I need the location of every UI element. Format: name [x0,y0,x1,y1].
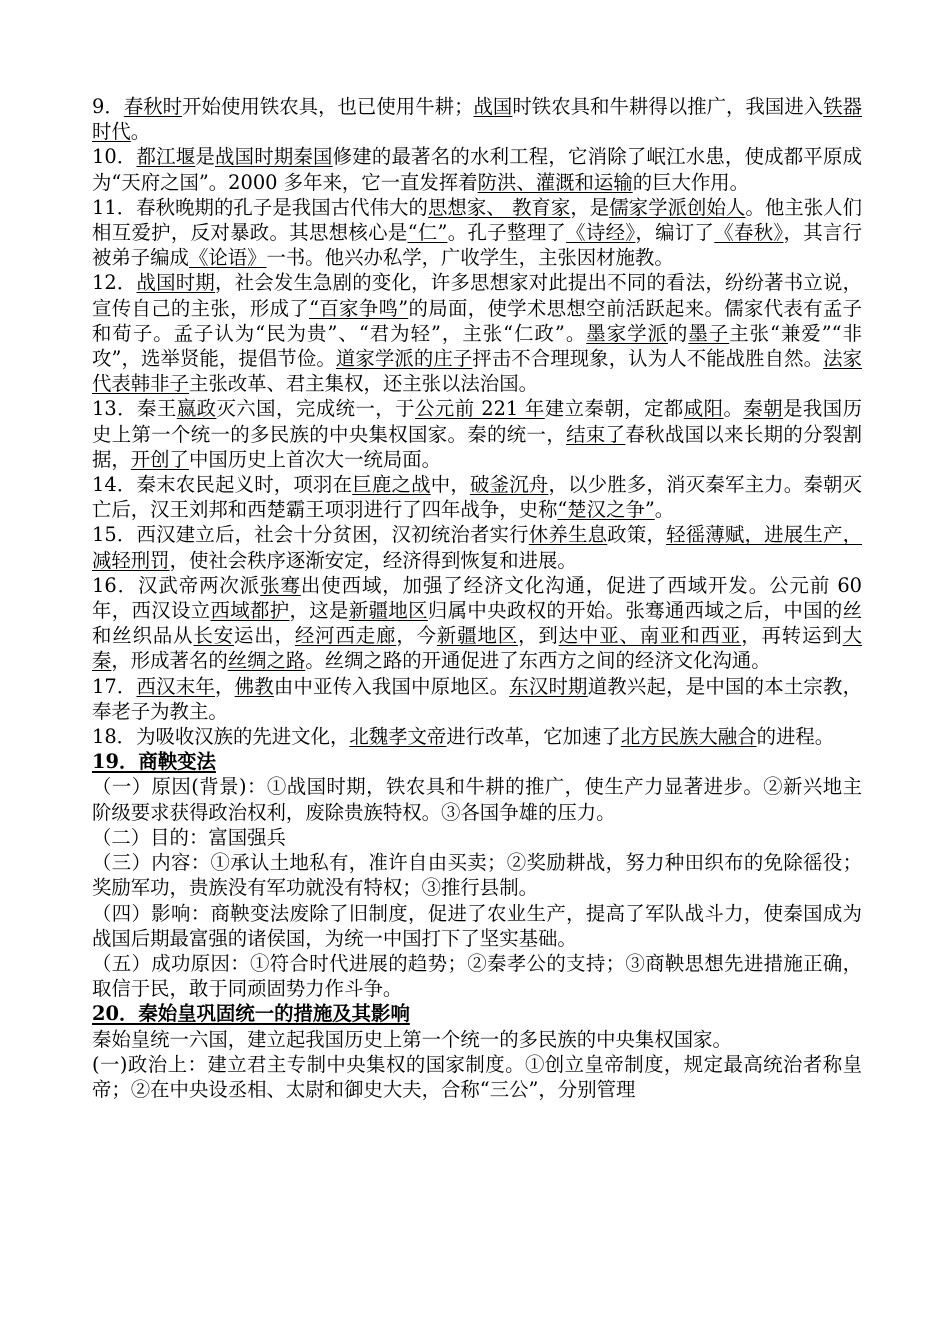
text-run: ，这是 [289,599,349,623]
text-run: 灭六国，完成统一，于 [216,397,416,421]
underlined-key-term: 道家学派的庄子 [335,347,473,371]
text-run: ，再转运到 [741,624,843,648]
underlined-key-term: 战国时期 [136,271,215,295]
text-run: ，形成著名的 [111,649,228,673]
text-run: 。他主张人们相互爱护，反对暴政。其思想核心是 [92,195,863,245]
paragraph [92,94,862,144]
text-run: （一）原因(背景)：①战国时期，铁农具和牛耕的推广，使生产力显著进步。②新兴地主阶级要求获得政治权利，废除贵族特权。③各国争雄的压力。 [92,775,862,824]
text-run: （五）成功原因：①符合时代进展的趋势；②秦孝公的支持；③商鞅思想先进措施正确，取信于民，敢于同顽固势力作斗争。 [92,951,862,1001]
underlined-key-term: 轻徭薄赋，进展生产，减轻刑罚 [92,523,863,572]
underlined-key-term: 丝绸之路 [227,649,306,673]
underlined-key-term: 墨子 [688,321,730,345]
text-run: 18．为吸收汉族的先进文化， [92,725,350,749]
text-run: 出使西域，加强了经济文化沟通，促进了西域开发。公元前 60 年，西汉设立 [92,573,862,623]
underlined-key-term: 《论语》 [188,246,267,270]
text-run: ，社会发生急剧的变化，许多思想家对此提出不同的看法，纷纷著书立说，宣传自己的主张，形成了 [92,271,863,320]
text-run: 开始使用铁农具，也已使用牛耕； [182,95,474,118]
paragraph [92,825,862,850]
text-run: 11．春秋晚期的孔子是我国古代伟大的 [92,195,428,219]
text-run: 10． [92,145,137,169]
underlined-key-term: 结束了 [566,422,626,446]
underlined-key-term: 《春秋》 [714,221,784,245]
text-run: 14．秦末农民起义时，项羽在 [92,473,353,497]
underlined-key-term: 北魏孝文帝 [349,725,447,749]
underlined-key-term: 西域都护 [210,599,290,623]
underlined-key-term: 东汉时期 [509,674,588,698]
underlined-key-term: 19．商鞅变法 [92,750,216,774]
underlined-key-term: 西汉末年 [136,674,215,698]
underlined-key-term: 思想家、 教育家 [427,195,571,219]
text-run: 的巨大作用。 [632,170,750,194]
text-run: 一书。他兴办私学，广收学生，主张因材施教。 [266,246,674,270]
section-heading [92,1001,862,1026]
text-run: 。 [130,120,151,144]
underlined-key-term: 长安 [193,624,235,648]
underlined-key-term: 达中亚、南亚和西亚 [558,624,742,648]
paragraph [92,396,862,472]
underlined-key-term: 战国时期秦国 [214,145,333,169]
paragraph [92,1052,862,1102]
paragraph [92,901,862,951]
text-run: 是 [195,145,215,169]
text-run: 的 [667,321,689,345]
underlined-key-term: “百家争鸣” [309,296,409,320]
text-run: 归属中央政权的开始。张骞通西域之后，中国的丝和丝织品从 [92,599,863,648]
underlined-key-term: 经河西走廊 [294,624,397,648]
text-run: 15．西汉建立后，社会十分贫困，汉初统治者实行 [92,523,529,547]
text-run: 。 [723,397,744,421]
text-run: 春秋战国以来长期的分裂割据， [92,422,863,471]
text-run: 中， [430,473,470,497]
paragraph [92,270,862,396]
underlined-key-term: 张骞 [260,573,301,597]
paragraph [92,850,862,900]
text-run: ，今 [396,624,437,648]
text-run: ，使社会秩序逐渐安定，经济得到恢复和进展。 [169,548,577,572]
underlined-key-term: “楚汉之争” [557,498,655,522]
paragraph [92,522,862,572]
underlined-key-term: 开创了 [130,447,189,471]
underlined-key-term: 公元前 221 年 [415,397,545,421]
text-run: (一)政治上：建立君主专制中央集权的国家制度。①创立皇帝制度，规定最高统治者称皇帝；②在中央设丞相、太尉和御史大夫，合称“三公”，分别管理 [92,1052,862,1101]
underlined-key-term: 战国 [473,95,513,118]
text-run: 主张改革、君主集权，还主张以法治国。 [188,372,538,396]
text-run: ， [214,674,235,698]
text-run: 的局面，使学术思想空前活跃起来。儒家代表有孟子和荀子。孟子认为“民为贵”、“君为轻”，主张“仁政”。 [92,296,863,345]
paragraph [92,472,862,522]
text-run: 时铁农具和牛耕得以推广，我国进入 [512,95,824,118]
underlined-key-term: 巨鹿之战 [352,473,431,497]
text-run: 9． [92,95,124,118]
paragraph [92,195,862,271]
text-run: 主张“兼爱”“非攻”，选举贤能，提倡节俭。 [92,321,863,371]
underlined-key-term: 佛教 [234,674,274,698]
text-run: 。孔子整理了 [447,221,567,245]
text-run: ，其言行被弟子编成 [92,221,863,270]
underlined-key-term: 铁器时代 [92,95,863,144]
text-run: 由中亚传入我国中原地区。 [273,674,510,698]
underlined-key-term: 都江堰 [136,145,196,169]
paragraph [92,1027,862,1052]
text-run: 秦始皇统一六国，建立起我国历史上第一个统一的多民族的中央集权国家。 [92,1027,732,1051]
underlined-key-term: 法家代表韩非子 [92,347,863,396]
text-run: 修建的最著名的水利工程，它消除了岷江水患，使成都平原成为“天府之国”。2000 多年来，它一直发挥着 [92,145,863,194]
text-run: 运出， [234,624,295,648]
text-run: 是我国历史上第一个统一的多民族的中央集权国家。秦的统一， [92,397,863,446]
section-heading [92,749,862,774]
text-run: 16．汉武帝两次派 [92,573,261,597]
paragraph [92,724,862,749]
document-page [92,94,862,1102]
text-run: （二）目的：富国强兵 [92,825,286,849]
underlined-key-term: 防洪、灌溉和运输 [477,170,633,194]
underlined-key-term: 嬴政 [176,397,217,421]
underlined-key-term: 新疆地区 [348,599,428,623]
underlined-key-term: 20．秦始皇巩固统一的措施及其影响 [92,1002,410,1026]
text-run: 。丝绸之路的开通促进了东西方之间的经济文化沟通。 [305,649,771,673]
underlined-key-term: 新疆地区 [436,624,519,648]
text-run: 13．秦王 [92,397,177,421]
text-run: 建立秦朝，定都 [544,397,684,421]
text-run: 政策， [607,523,667,547]
paragraph [92,951,862,1001]
text-run: ，到 [518,624,559,648]
text-run: 道教兴起，是中国的本土宗教，奉老子为教主。 [92,674,863,723]
underlined-key-term: 《诗经》 [566,221,636,245]
underlined-key-term: “仁” [407,221,448,245]
text-run: （四）影响：商鞅变法废除了旧制度，促进了农业生产，提高了军队战斗力，使秦国成为战国后期最富强的诸侯国，为统一中国打下了坚实基础。 [92,901,862,950]
underlined-key-term: 破釜沉舟 [469,473,549,497]
underlined-key-term: 休养生息 [528,523,608,547]
text-run: ，是 [570,195,610,219]
text-run: ，以少胜多，消灭秦军主力。秦朝灭亡后，汉王刘邦和西楚霸王项羽进行了四年战争，史称 [92,473,863,522]
text-run: 。 [654,498,675,522]
underlined-key-term: 儒家学派创始人 [609,195,746,219]
underlined-key-term: 咸阳 [683,397,724,421]
text-run: ，编订了 [635,221,715,245]
text-run: 的进程。 [756,725,835,749]
text-run: 抨击不合理现象，认为人不能战胜自然。 [472,347,824,371]
underlined-key-term: 北方民族大融合 [620,725,757,749]
paragraph [92,573,862,674]
text-run: 进行改革，它加速了 [446,725,621,749]
underlined-key-term: 秦朝 [743,397,784,421]
text-run: （三）内容：①承认土地私有，准许自由买卖；②奖励耕战，努力种田织布的免除徭役；奖励军功，贵族没有军功就没有特权；③推行县制。 [92,851,862,900]
paragraph [92,774,862,824]
text-run: 17． [92,674,137,698]
underlined-key-term: 大秦 [92,624,863,673]
underlined-key-term: 墨家学派 [586,321,668,345]
text-run: 中国历史上首次大一统局面。 [188,447,442,471]
text-run: 12． [92,271,137,295]
paragraph [92,674,862,724]
paragraph [92,144,862,194]
underlined-key-term: 春秋时 [123,95,183,118]
